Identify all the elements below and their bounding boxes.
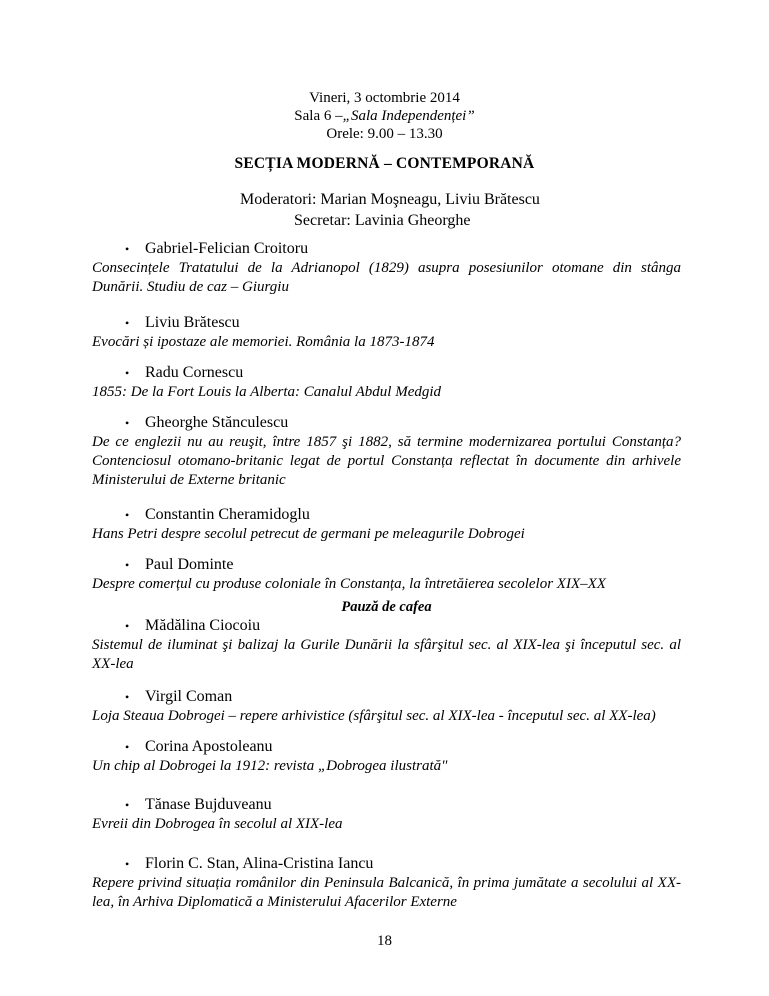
list-item [92, 313, 681, 352]
presentation-title: Sistemul de iluminat şi balizaj la Gurile Dunării la sfârşitul sec. al XIX-lea şi începutul sec. al XX-lea [92, 637, 681, 672]
presentation-title: Loja Steaua Dobrogei – repere arhivistice (sfârşitul sec. al XIX-lea - începutul sec. al XX-lea) [92, 708, 656, 724]
bullet-icon: • [125, 740, 130, 754]
list-item [92, 737, 681, 776]
presenter-name: Corina Apostoleanu [145, 738, 273, 755]
bullet-icon: • [125, 798, 130, 812]
presenter-name: Gheorghe Stănculescu [145, 414, 289, 431]
session-header [0, 89, 769, 143]
presentations-list [92, 239, 681, 912]
page-number: 18 [377, 933, 392, 949]
presentation-title: De ce englezii nu au reuşit, între 1857 şi 1882, să termine modernizarea portului Constanța? Contenciosul otomano-britanic legat de portul Constanța reflectat în documente din arhivele Ministerului de Externe britanic [92, 434, 681, 488]
list-item [92, 239, 681, 297]
presenter-name: Virgil Coman [145, 688, 233, 705]
session-room [0, 107, 769, 125]
list-item [92, 687, 681, 726]
session-date: Vineri, 3 octombrie 2014 [309, 90, 460, 106]
bullet-icon: • [125, 366, 130, 380]
presentation-title: Despre comerțul cu produse coloniale în Constanța, la întretăierea secolelor XIX–XX [92, 576, 606, 592]
presentation-title: Evocări și ipostaze ale memoriei. România la 1873-1874 [92, 334, 435, 350]
section-title: SECȚIA MODERNĂ – CONTEMPORANĂ [234, 155, 535, 172]
presentation-title: Un chip al Dobrogei la 1912: revista „Dobrogea ilustrată" [92, 758, 448, 774]
moderators-line: Moderatori: Marian Moşneagu, Liviu Brătescu [240, 191, 540, 208]
list-item [92, 413, 681, 490]
coffee-break-label: Pauză de cafea [341, 599, 432, 615]
room-name: „Sala Independenței” [342, 108, 475, 124]
room-prefix: Sala 6 – [294, 108, 343, 124]
presenter-name: Radu Cornescu [145, 364, 244, 381]
presenter-name: Gabriel-Felician Croitoru [145, 240, 309, 257]
presenter-name: Mădălina Ciocoiu [145, 617, 261, 634]
list-item [92, 555, 681, 594]
bullet-icon: • [125, 690, 130, 704]
presentation-title: Hans Petri despre secolul petrecut de germani pe meleagurile Dobrogei [92, 526, 525, 542]
presenter-name: Liviu Brătescu [145, 314, 240, 331]
bullet-icon: • [125, 619, 130, 633]
list-item [92, 363, 681, 402]
presentation-title: 1855: De la Fort Louis la Alberta: Canalul Abdul Medgid [92, 384, 442, 400]
presentation-title: Repere privind situația românilor din Peninsula Balcanică, în prima jumătate a secolului al XX-lea, în Arhiva Diplomatică a Ministerului Afacerilor Externe [92, 875, 681, 910]
list-item [92, 854, 681, 912]
list-item [92, 505, 681, 544]
list-item [92, 616, 681, 674]
bullet-icon: • [125, 416, 130, 430]
moderators-block [240, 189, 540, 231]
bullet-icon: • [125, 508, 130, 522]
bullet-icon: • [125, 242, 130, 256]
presenter-name: Paul Dominte [145, 556, 234, 573]
session-hours: Orele: 9.00 – 13.30 [326, 126, 443, 142]
presenter-name: Constantin Cheramidoglu [145, 506, 310, 523]
bullet-icon: • [125, 857, 130, 871]
list-item [92, 795, 681, 834]
bullet-icon: • [125, 558, 130, 572]
secretary-line: Secretar: Lavinia Gheorghe [294, 212, 471, 229]
presenter-name: Florin C. Stan, Alina-Cristina Iancu [145, 855, 374, 872]
presentation-title: Evreii din Dobrogea în secolul al XIX-lea [92, 816, 343, 832]
presentation-title: Consecințele Tratatului de la Adrianopol (1829) asupra posesiunilor otomane din stânga Dunării. Studiu de caz – Giurgiu [92, 260, 681, 295]
bullet-icon: • [125, 316, 130, 330]
presenter-name: Tănase Bujduveanu [145, 796, 272, 813]
